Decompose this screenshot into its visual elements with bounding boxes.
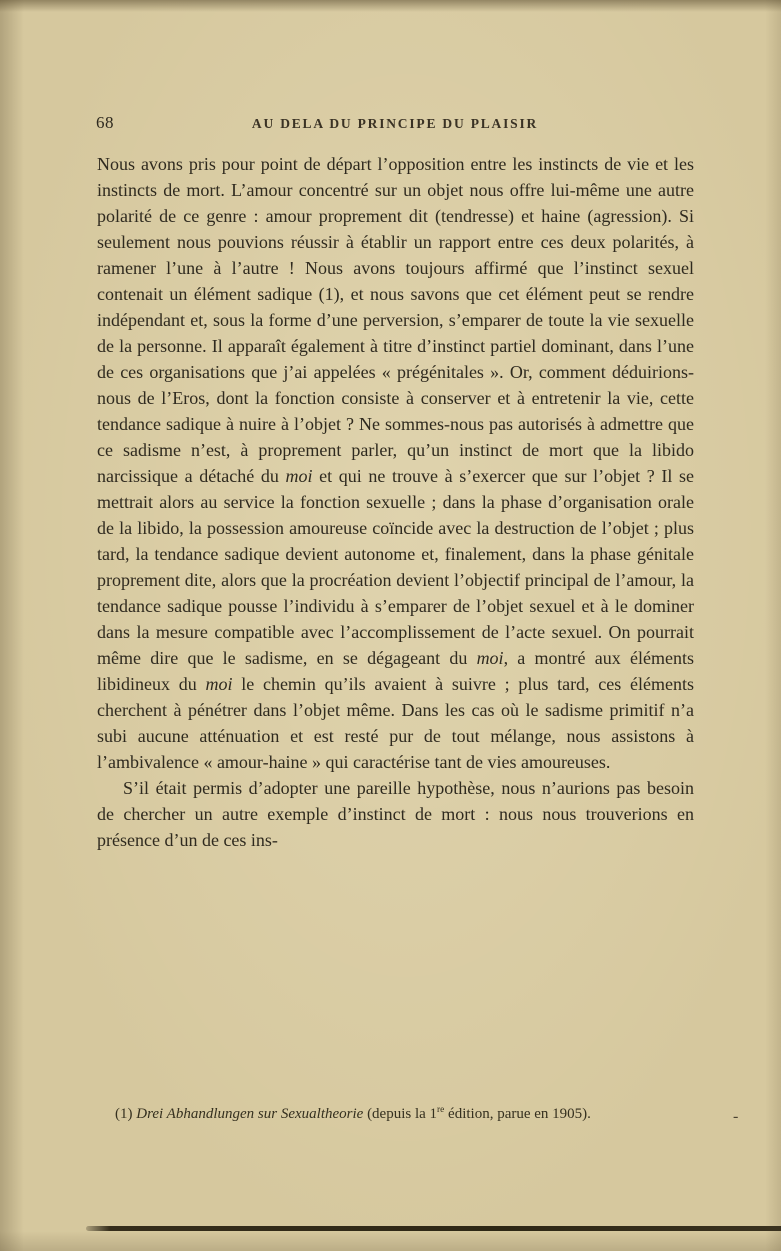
- running-head: AU DELA DU PRINCIPE DU PLAISIR: [251, 116, 539, 131]
- page-bottom-edge-line: [86, 1226, 781, 1231]
- body-text: [97, 151, 694, 853]
- margin-mark: -: [733, 1108, 739, 1125]
- page-number: 68: [96, 113, 114, 132]
- footnote: (1) Drei Abhandlungen sur Sexualtheorie (depuis la 1re édition, parue en 1905).: [115, 1105, 591, 1122]
- paragraph-2: S’il était permis d’adopter une pareille hypothèse, nous n’aurions pas besoin de chercher un autre exemple d’instinct de mort : nous nous trouverions en présence d’un de ces ins-: [97, 778, 694, 850]
- paragraph-1: Nous avons pris pour point de départ l’opposition entre les instincts de vie et les instincts de mort. L’amour concentré sur un objet nous offre lui-même une autre polarité de ce genre : amour proprement dit (tendresse) et haine (agression). Si seulement nous pouvions réussir à établir un rapport entre ces deux polarités, à ramener l’une à l’autre ! Nous avons toujours affirmé que l’instinct sexuel contenait un élément sadique (1), et nous savons que cet élément peut se rendre indépendant et, sous la forme d’une perversion, s’emparer de toute la vie sexuelle de la personne. Il apparaît également à titre d’instinct partiel dominant, dans l’une de ces organisations que j’ai appelées « prégénitales ». Or, comment déduirions-nous de l’Eros, dont la fonction consiste à conserver et à entretenir la vie, cette tendance sadique à nuire à l’objet ? Ne sommes-nous pas autorisés à admettre que ce sadisme n’est, à proprement parler, qu’un instinct de mort que la libido narcissique a détaché du moi et qui ne trouve à s’exercer que sur l’objet ? Il se mettrait alors au service la fonction sexuelle ; dans la phase d’organisation orale de la libido, la possession amoureuse coïncide avec la destruction de l’objet ; plus tard, la tendance sadique devient autonome et, finalement, dans la phase génitale proprement dite, alors que la procréation devient l’objectif principal de l’amour, la tendance sadique pousse l’individu à s’emparer de l’objet sexuel et à le dominer dans la mesure compatible avec l’accomplissement de l’acte sexuel. On pourrait même dire que le sadisme, en se dégageant du moi, a montré aux éléments libidineux du moi le chemin qu’ils avaient à suivre ; plus tard, ces éléments cherchent à pénétrer dans l’objet même. Dans les cas où le sadisme primitif n’a subi aucune atténuation et est resté pur de tout mélange, nous assistons à l’ambivalence « amour-haine » qui caractérise tant de vies amoureuses.: [97, 154, 694, 772]
